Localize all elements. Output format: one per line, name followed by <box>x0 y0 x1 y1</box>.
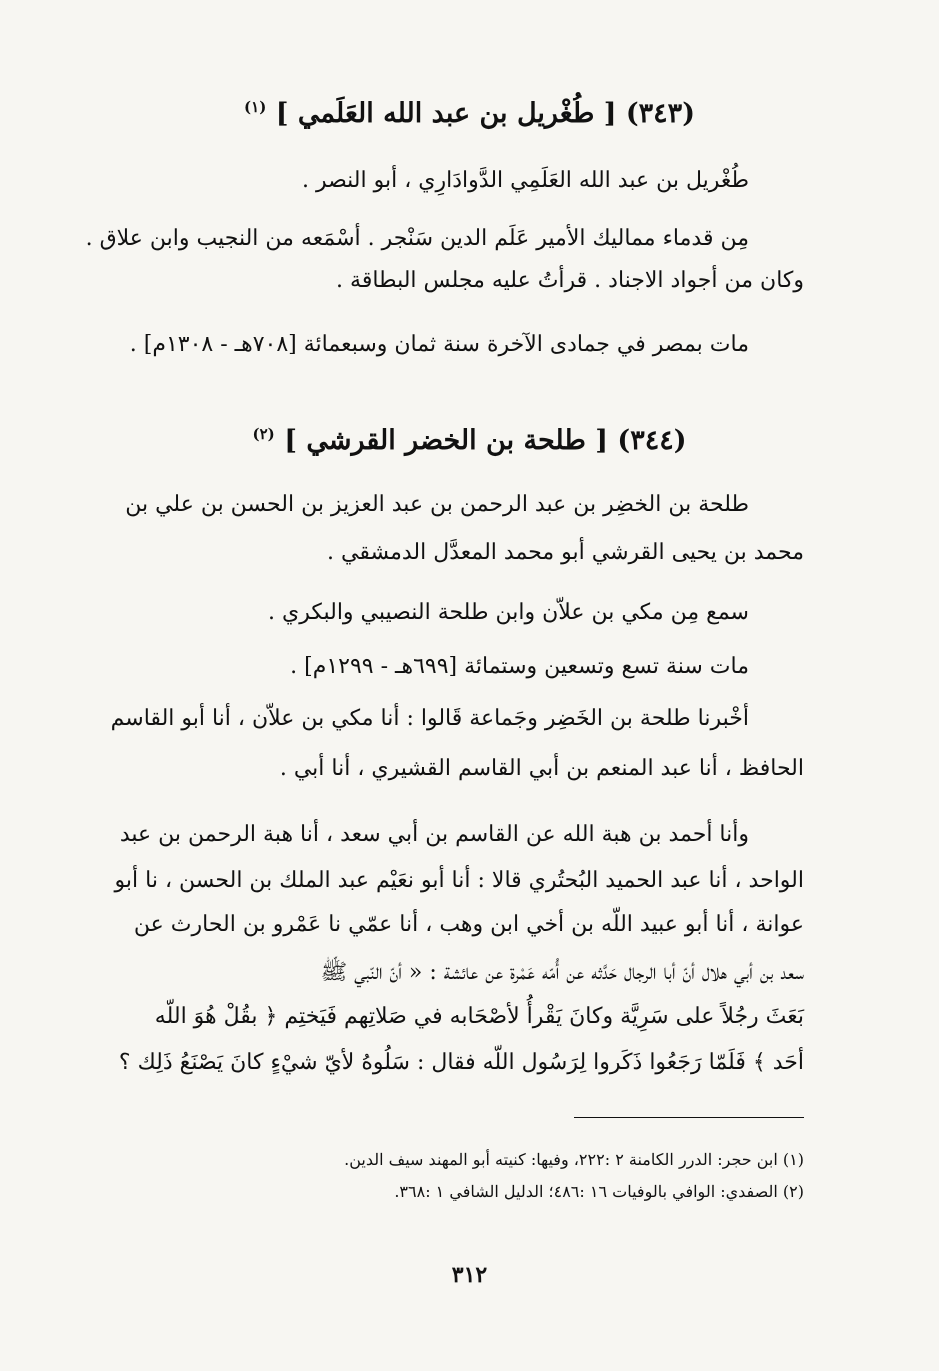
entry-343-line-3: وكان من أجواد الاجناد . قرأتُ عليه مجلس البطاقة . <box>336 268 804 293</box>
entry-343-heading <box>60 98 879 129</box>
entry-344-line-3: سمع مِن مكي بن علاّن وابن طلحة النصيبي والبكري . <box>267 600 749 625</box>
entry-344-line-9: عوانة ، أنا أبو عبيد اللّه بن أخي ابن وهب ، أنا عمّي نا عَمْرو بن الحارث عن <box>133 912 804 937</box>
entry-344-line-6: الحافظ ، أنا عبد المنعم بن أبي القاسم القشيري ، أنا أبي . <box>279 756 804 781</box>
entry-344-line-12: أحَد ﴾ فَلَمّا رَجَعُوا ذَكَروا لِرَسُول اللّه فقال : سَلُوهُ لأيّ شيْءٍ كانَ يَصْنَعُ ذَلِك ؟ <box>118 1050 804 1075</box>
entry-344-line-10: سعد بن أبي هلال أنّ أبا الرجال حَدَّثه عن أُمّه عَمْرة عن عائشة : « أنّ النّبي ﷺ <box>320 960 804 985</box>
footnote-1: (١) ابن حجر: الدرر الكامنة ٢ :٢٢٢، وفيها: كنيته أبو المهند سيف الدين. <box>344 1150 804 1169</box>
entry-344-line-11: بَعَثَ رجُلاً على سَرِيَّة وكانَ يَقْرأُ لأصْحَابه في صَلاتِهم فَيَختِم ﴿ بقُلْ هُوَ اللّه <box>154 1004 804 1029</box>
footnote-separator <box>574 1117 804 1118</box>
entry-344-line-5: أخْبرنا طلحة بن الخَضِر وجَماعة قَالوا : أنا مكي بن علاّن ، أنا أبو القاسم <box>110 706 749 731</box>
entry-343-line-1: طُغْريل بن عبد الله العَلَمِي الدَّوادَارِي ، أبو النصر . <box>301 168 749 193</box>
entry-344-line-2: محمد بن يحيى القرشي أبو محمد المعدَّل الدمشقي . <box>327 540 804 565</box>
entry-344-line-4: مات سنة تسع وتسعين وستمائة [٦٩٩هـ - ١٢٩٩م] . <box>290 654 749 679</box>
entry-343-line-4: مات بمصر في جمادى الآخرة سنة ثمان وسبعمائة [٧٠٨هـ - ١٣٠٨م] . <box>129 332 749 357</box>
entry-344-heading <box>60 425 879 456</box>
footnote-ref-1: (١) <box>244 98 267 116</box>
entry-344-line-1: طلحة بن الخضِر بن عبد الرحمن بن عبد العزيز بن الحسن بن علي بن <box>125 492 749 517</box>
entry-343-title: (٣٤٣) [ طُغْريل بن عبد الله العَلَمي ] <box>275 98 695 129</box>
entry-343-line-2: مِن قدماء مماليك الأمير عَلَم الدين سَنْجر . أسْمَعه من النجيب وابن علاق . <box>85 226 749 251</box>
entry-344-title: (٣٤٤) [ طلحة بن الخضر القرشي ] <box>284 425 687 456</box>
footnote-2: (٢) الصفدي: الوافي بالوفيات ١٦ :٤٨٦؛ الدليل الشافي ١ :٣٦٨. <box>394 1182 804 1201</box>
entry-344-line-8: الواحد ، أنا عبد الحميد البُحتُري قالا : أنا أبو نعَيْم عبد الملك بن الحسن ، نا أبو <box>114 868 804 893</box>
entry-344-line-7: وأنا أحمد بن هبة الله عن القاسم بن أبي سعد ، أنا هبة الرحمن بن عبد <box>119 822 749 847</box>
footnote-ref-2: (٢) <box>252 425 275 443</box>
page-number: ٣١٢ <box>451 1262 488 1288</box>
